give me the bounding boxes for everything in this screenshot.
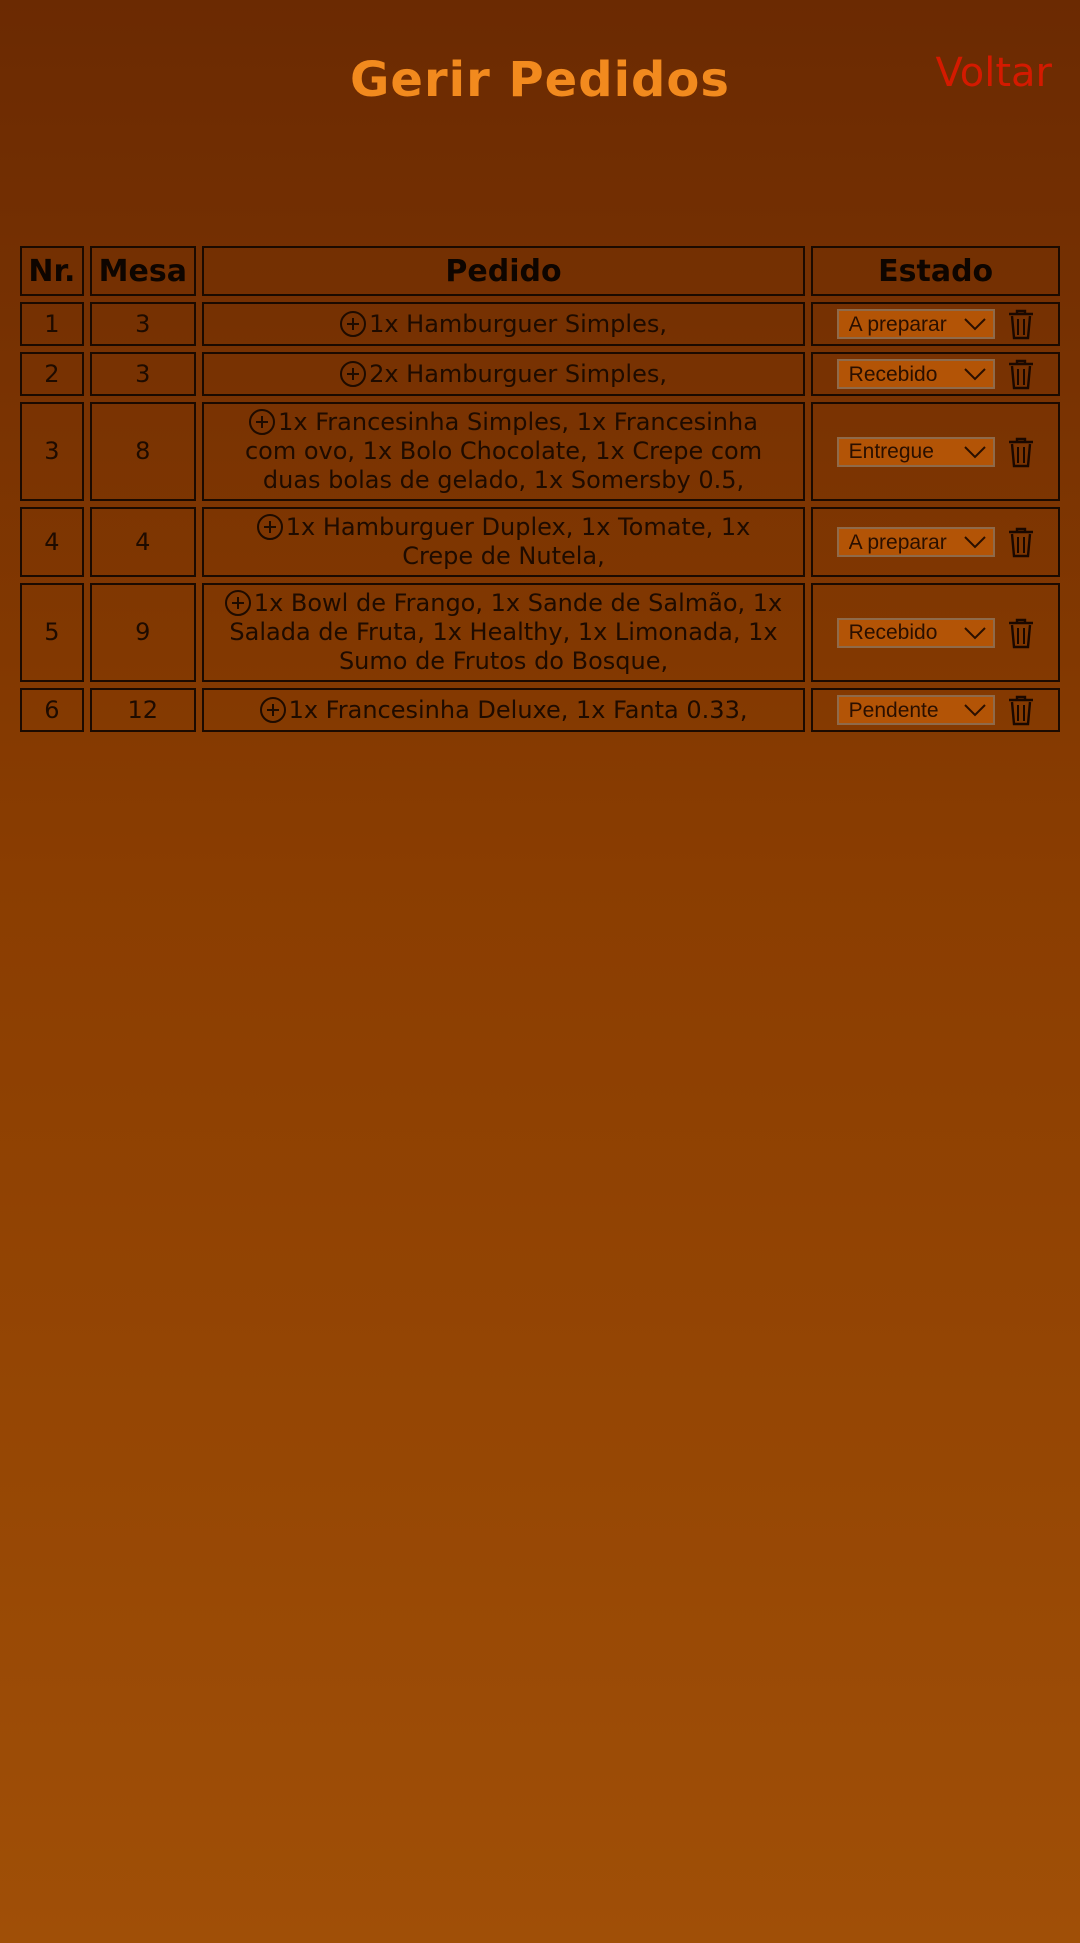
status-select-value: Recebido [848, 621, 938, 644]
status-select[interactable] [837, 527, 995, 557]
status-controls [837, 617, 1035, 649]
table-row [20, 302, 1060, 346]
order-items [202, 507, 806, 577]
trash-icon[interactable] [1007, 694, 1035, 726]
status-controls [837, 526, 1035, 558]
back-link[interactable]: Voltar [935, 50, 1052, 96]
order-items [202, 302, 806, 346]
plus-circle-icon[interactable] [249, 409, 275, 435]
chevron-down-icon [963, 444, 987, 460]
status-select[interactable] [837, 359, 995, 389]
column-header-nr: Nr. [20, 246, 84, 296]
table-number: 9 [90, 583, 196, 682]
chevron-down-icon [963, 534, 987, 550]
plus-circle-icon[interactable] [260, 697, 286, 723]
status-select-value: Entregue [848, 440, 934, 463]
status-select-value: Recebido [848, 362, 938, 386]
order-items [202, 583, 806, 682]
order-items-text: 1x Francesinha Simples, 1x Francesinha com ovo, 1x Bolo Chocolate, 1x Crepe com duas bolas de gelado, 1x Somersby 0.5, [244, 408, 763, 494]
orders-table [14, 240, 1066, 738]
table-row [20, 402, 1060, 501]
trash-icon[interactable] [1007, 308, 1035, 340]
status-select-value: A preparar [848, 312, 947, 336]
order-number: 2 [20, 352, 84, 396]
trash-icon[interactable] [1007, 526, 1035, 558]
status-select[interactable] [837, 309, 995, 339]
order-items [202, 688, 806, 732]
table-number: 3 [90, 302, 196, 346]
order-number: 4 [20, 507, 84, 577]
order-items [202, 352, 806, 396]
page-title: Gerir Pedidos [350, 52, 730, 108]
trash-icon[interactable] [1007, 358, 1035, 390]
status-controls [837, 694, 1035, 726]
column-header-estado: Estado [811, 246, 1060, 296]
status-select-value: A preparar [848, 530, 947, 554]
trash-icon[interactable] [1007, 617, 1035, 649]
plus-circle-icon[interactable] [340, 311, 366, 337]
table-row [20, 352, 1060, 396]
column-header-mesa: Mesa [90, 246, 196, 296]
table-header-row [20, 246, 1060, 296]
order-status-cell [811, 402, 1060, 501]
plus-circle-icon[interactable] [257, 514, 283, 540]
order-number: 1 [20, 302, 84, 346]
table-number: 4 [90, 507, 196, 577]
order-number: 6 [20, 688, 84, 732]
order-items-text: 1x Hamburguer Simples, [369, 309, 667, 338]
table-row [20, 688, 1060, 732]
status-select[interactable] [837, 618, 995, 648]
order-status-cell [811, 688, 1060, 732]
order-status-cell [811, 352, 1060, 396]
status-controls [837, 358, 1035, 390]
status-select[interactable] [837, 695, 995, 725]
order-items-text: 1x Hamburguer Duplex, 1x Tomate, 1x Crepe de Nutela, [285, 513, 751, 570]
table-number: 8 [90, 402, 196, 501]
order-items-text: 1x Bowl de Frango, 1x Sande de Salmão, 1x Salada de Fruta, 1x Healthy, 1x Limonada, 1x Sumo de Frutos do Bosque, [229, 589, 783, 675]
chevron-down-icon [963, 316, 987, 332]
status-select[interactable] [837, 437, 995, 467]
order-status-cell [811, 583, 1060, 682]
table-number: 3 [90, 352, 196, 396]
order-number: 5 [20, 583, 84, 682]
plus-circle-icon[interactable] [340, 361, 366, 387]
chevron-down-icon [963, 702, 987, 718]
order-status-cell [811, 507, 1060, 577]
status-select-value: Pendente [848, 698, 939, 722]
chevron-down-icon [963, 625, 987, 641]
chevron-down-icon [963, 366, 987, 382]
column-header-pedido: Pedido [202, 246, 806, 296]
status-controls [837, 436, 1035, 468]
plus-circle-icon[interactable] [225, 590, 251, 616]
table-number: 12 [90, 688, 196, 732]
table-row [20, 583, 1060, 682]
order-items [202, 402, 806, 501]
status-controls [837, 308, 1035, 340]
order-items-text: 2x Hamburguer Simples, [369, 359, 667, 388]
trash-icon[interactable] [1007, 436, 1035, 468]
order-status-cell [811, 302, 1060, 346]
table-row [20, 507, 1060, 577]
order-items-text: 1x Francesinha Deluxe, 1x Fanta 0.33, [288, 695, 748, 724]
order-number: 3 [20, 402, 84, 501]
